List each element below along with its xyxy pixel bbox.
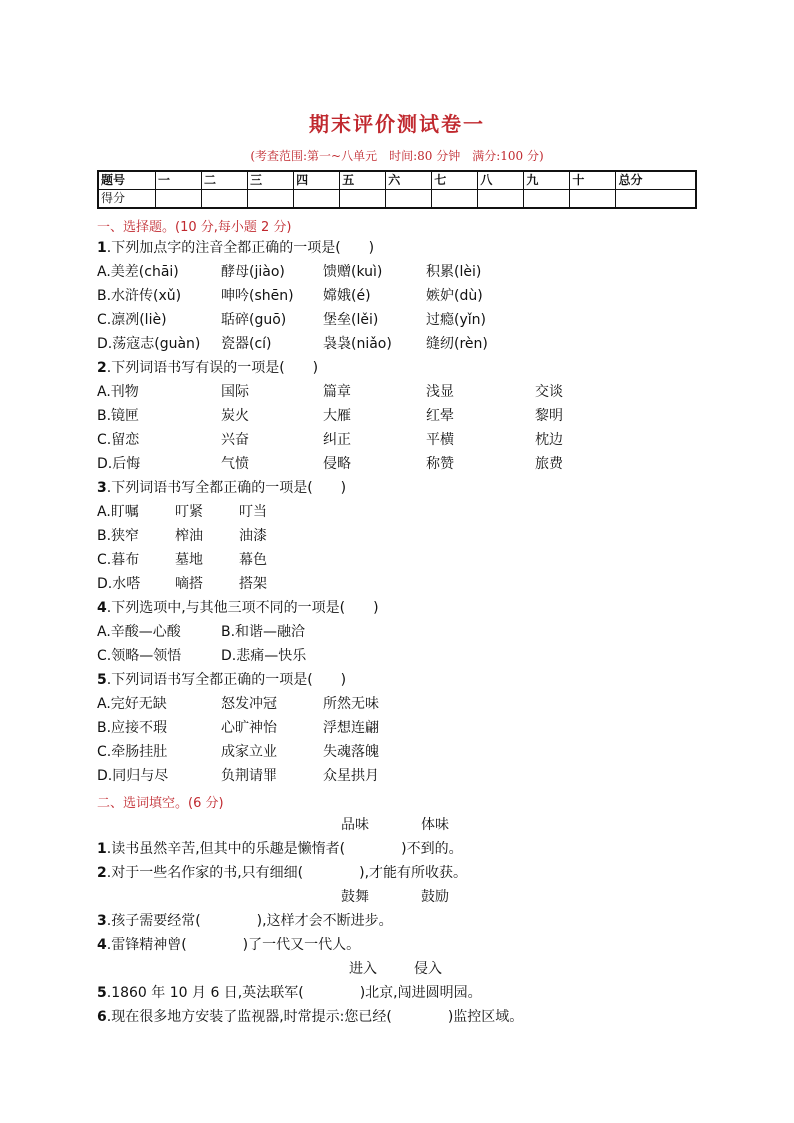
option-cell: 交谈 xyxy=(535,384,563,400)
question-number: 3 xyxy=(97,913,107,929)
question-text: .下列词语书写有误的一项是( ) xyxy=(106,360,319,376)
option-cell: 炭火 xyxy=(221,408,249,424)
word-choice: 鼓励 xyxy=(421,889,449,905)
question-number: 4 xyxy=(97,937,107,953)
option-cell: 墓地 xyxy=(175,552,203,568)
option-cell[interactable]: C.领略—领悟 xyxy=(97,648,182,664)
option-cell: 积累(lèi) xyxy=(426,264,482,280)
question-number: 1 xyxy=(97,240,107,256)
score-cell: 总分 xyxy=(616,171,696,190)
fill-sentence xyxy=(97,983,482,1003)
option-cell: 篇章 xyxy=(323,384,351,400)
option-cell: 所然无味 xyxy=(323,696,379,712)
option-cell: 兴奋 xyxy=(221,432,249,448)
word-choice: 侵入 xyxy=(414,961,442,977)
sentence-text[interactable]: .孩子需要经常( ),这样才会不断进步。 xyxy=(106,913,393,929)
question-text: .下列词语书写全都正确的一项是( ) xyxy=(106,672,347,688)
fill-sentence xyxy=(97,863,467,883)
option-cell[interactable]: C.牵肠挂肚 xyxy=(97,744,168,760)
option-cell[interactable]: A.完好无缺 xyxy=(97,696,167,712)
option-cell: 幕色 xyxy=(239,552,267,568)
score-cell: 二 xyxy=(202,171,248,190)
option-cell: 瓷器(cí) xyxy=(221,336,272,352)
option-cell: 气愤 xyxy=(221,456,249,472)
question-number: 2 xyxy=(97,865,107,881)
option-cell[interactable]: A.辛酸—心酸 xyxy=(97,624,181,640)
option-cell[interactable]: B.应接不瑕 xyxy=(97,720,168,736)
score-input-cell[interactable] xyxy=(570,190,616,209)
sentence-text[interactable]: .雷锋精神曾( )了一代又一代人。 xyxy=(106,937,361,953)
option-cell: 嘀搭 xyxy=(175,576,203,592)
option-cell: 红晕 xyxy=(426,408,454,424)
score-input-cell[interactable] xyxy=(386,190,432,209)
option-cell: 叮紧 xyxy=(175,504,203,520)
option-cell: 搭架 xyxy=(239,576,267,592)
word-choice: 体味 xyxy=(421,817,449,833)
option-cell[interactable]: B.水浒传(xǔ) xyxy=(97,288,182,304)
option-cell: 平横 xyxy=(426,432,454,448)
option-cell: 浅显 xyxy=(426,384,454,400)
score-cell: 三 xyxy=(248,171,294,190)
option-cell[interactable]: D.水嗒 xyxy=(97,576,141,592)
option-cell[interactable]: D.同归与尽 xyxy=(97,768,169,784)
option-cell: 缝纫(rèn) xyxy=(426,336,488,352)
score-input-cell[interactable] xyxy=(340,190,386,209)
option-cell: 负荆请罪 xyxy=(221,768,277,784)
option-cell: 怒发冲冠 xyxy=(221,696,277,712)
word-choice: 鼓舞 xyxy=(341,889,369,905)
page-title: 期末评价测试卷一 xyxy=(309,112,485,136)
question-number: 5 xyxy=(97,985,107,1001)
option-cell: 嫉妒(dù) xyxy=(426,288,483,304)
option-cell: 心旷神怡 xyxy=(221,720,277,736)
section-heading: 一、选择题。(10 分,每小题 2 分) xyxy=(97,220,292,235)
question-stem xyxy=(97,238,374,258)
option-cell: 浮想连翩 xyxy=(323,720,379,736)
option-cell[interactable]: D.悲痛—快乐 xyxy=(221,648,307,664)
word-choice: 进入 xyxy=(349,961,377,977)
option-cell: 袅袅(niǎo) xyxy=(323,336,392,352)
question-stem xyxy=(97,478,346,498)
option-cell[interactable]: B.和谐—融洽 xyxy=(221,624,306,640)
option-cell[interactable]: D.后悔 xyxy=(97,456,141,472)
question-text: .下列选项中,与其他三项不同的一项是( ) xyxy=(106,600,379,616)
question-stem xyxy=(97,598,379,618)
option-cell: 众星拱月 xyxy=(323,768,379,784)
option-cell: 过瘾(yǐn) xyxy=(426,312,486,328)
option-cell: 侵略 xyxy=(323,456,351,472)
score-input-cell[interactable] xyxy=(156,190,202,209)
option-cell: 失魂落魄 xyxy=(323,744,379,760)
question-number: 1 xyxy=(97,841,107,857)
option-cell[interactable]: A.盯嘱 xyxy=(97,504,139,520)
sentence-text[interactable]: .读书虽然辛苦,但其中的乐趣是懒惰者( )不到的。 xyxy=(106,841,463,857)
score-cell: 十 xyxy=(570,171,616,190)
fill-sentence xyxy=(97,839,463,859)
option-cell[interactable]: A.美差(chāi) xyxy=(97,264,179,280)
option-cell[interactable]: A.刊物 xyxy=(97,384,139,400)
option-cell: 旅费 xyxy=(535,456,563,472)
score-cell: 六 xyxy=(386,171,432,190)
option-cell: 成家立业 xyxy=(221,744,277,760)
option-cell: 称赞 xyxy=(426,456,454,472)
score-cell: 五 xyxy=(340,171,386,190)
question-stem xyxy=(97,358,318,378)
option-cell[interactable]: C.留恋 xyxy=(97,432,140,448)
fill-sentence xyxy=(97,935,360,955)
question-stem xyxy=(97,670,346,690)
score-input-cell[interactable] xyxy=(478,190,524,209)
question-text: .下列加点字的注音全都正确的一项是( ) xyxy=(106,240,375,256)
option-cell[interactable]: B.狭窄 xyxy=(97,528,140,544)
option-cell[interactable]: B.镜匣 xyxy=(97,408,140,424)
fill-sentence xyxy=(97,911,393,931)
option-cell: 国际 xyxy=(221,384,249,400)
option-cell[interactable]: C.凛冽(liè) xyxy=(97,312,167,328)
option-cell: 纠正 xyxy=(323,432,351,448)
word-choice: 品味 xyxy=(341,817,369,833)
option-cell: 榨油 xyxy=(175,528,203,544)
option-cell: 黎明 xyxy=(535,408,563,424)
question-number: 6 xyxy=(97,1009,107,1025)
sentence-text[interactable]: .现在很多地方安装了监视器,时常提示:您已经( )监控区域。 xyxy=(106,1009,524,1025)
score-cell: 一 xyxy=(156,171,202,190)
score-input-cell[interactable] xyxy=(616,190,696,209)
option-cell: 大雁 xyxy=(323,408,351,424)
score-cell: 四 xyxy=(294,171,340,190)
option-cell: 油漆 xyxy=(239,528,267,544)
option-cell: 呻吟(shēn) xyxy=(221,288,294,304)
score-cell: 题号 xyxy=(98,171,156,190)
section-heading: 二、选词填空。(6 分) xyxy=(97,796,224,811)
score-cell: 九 xyxy=(524,171,570,190)
option-cell: 枕边 xyxy=(535,432,563,448)
score-input-cell[interactable] xyxy=(524,190,570,209)
page-subtitle: (考查范围:第一~八单元 时间:80 分钟 满分:100 分) xyxy=(250,149,544,163)
sentence-text[interactable]: .1860 年 10 月 6 日,英法联军( )北京,闯进圆明园。 xyxy=(106,985,482,1001)
score-input-cell[interactable] xyxy=(432,190,478,209)
question-number: 5 xyxy=(97,672,107,688)
question-number: 3 xyxy=(97,480,107,496)
score-table-score-row xyxy=(98,190,696,209)
score-cell: 八 xyxy=(478,171,524,190)
option-cell: 嫦娥(é) xyxy=(323,288,371,304)
option-cell: 叮当 xyxy=(239,504,267,520)
fill-sentence xyxy=(97,1007,523,1027)
score-cell: 七 xyxy=(432,171,478,190)
score-input-cell[interactable] xyxy=(248,190,294,209)
sentence-text[interactable]: .对于一些名作家的书,只有细细( ),才能有所收获。 xyxy=(106,865,468,881)
question-number: 4 xyxy=(97,600,107,616)
option-cell: 馈赠(kuì) xyxy=(323,264,383,280)
option-cell: 聒碎(guō) xyxy=(221,312,287,328)
score-input-cell[interactable] xyxy=(202,190,248,209)
question-text: .下列词语书写全都正确的一项是( ) xyxy=(106,480,347,496)
score-table-header-row xyxy=(98,171,696,190)
score-table xyxy=(97,170,697,209)
option-cell: 堡垒(lěi) xyxy=(323,312,379,328)
option-cell[interactable]: C.暮布 xyxy=(97,552,140,568)
question-number: 2 xyxy=(97,360,107,376)
option-cell[interactable]: D.荡寇志(guàn) xyxy=(97,336,201,352)
score-input-cell[interactable] xyxy=(294,190,340,209)
score-cell: 得分 xyxy=(98,190,156,209)
option-cell: 酵母(jiào) xyxy=(221,264,285,280)
